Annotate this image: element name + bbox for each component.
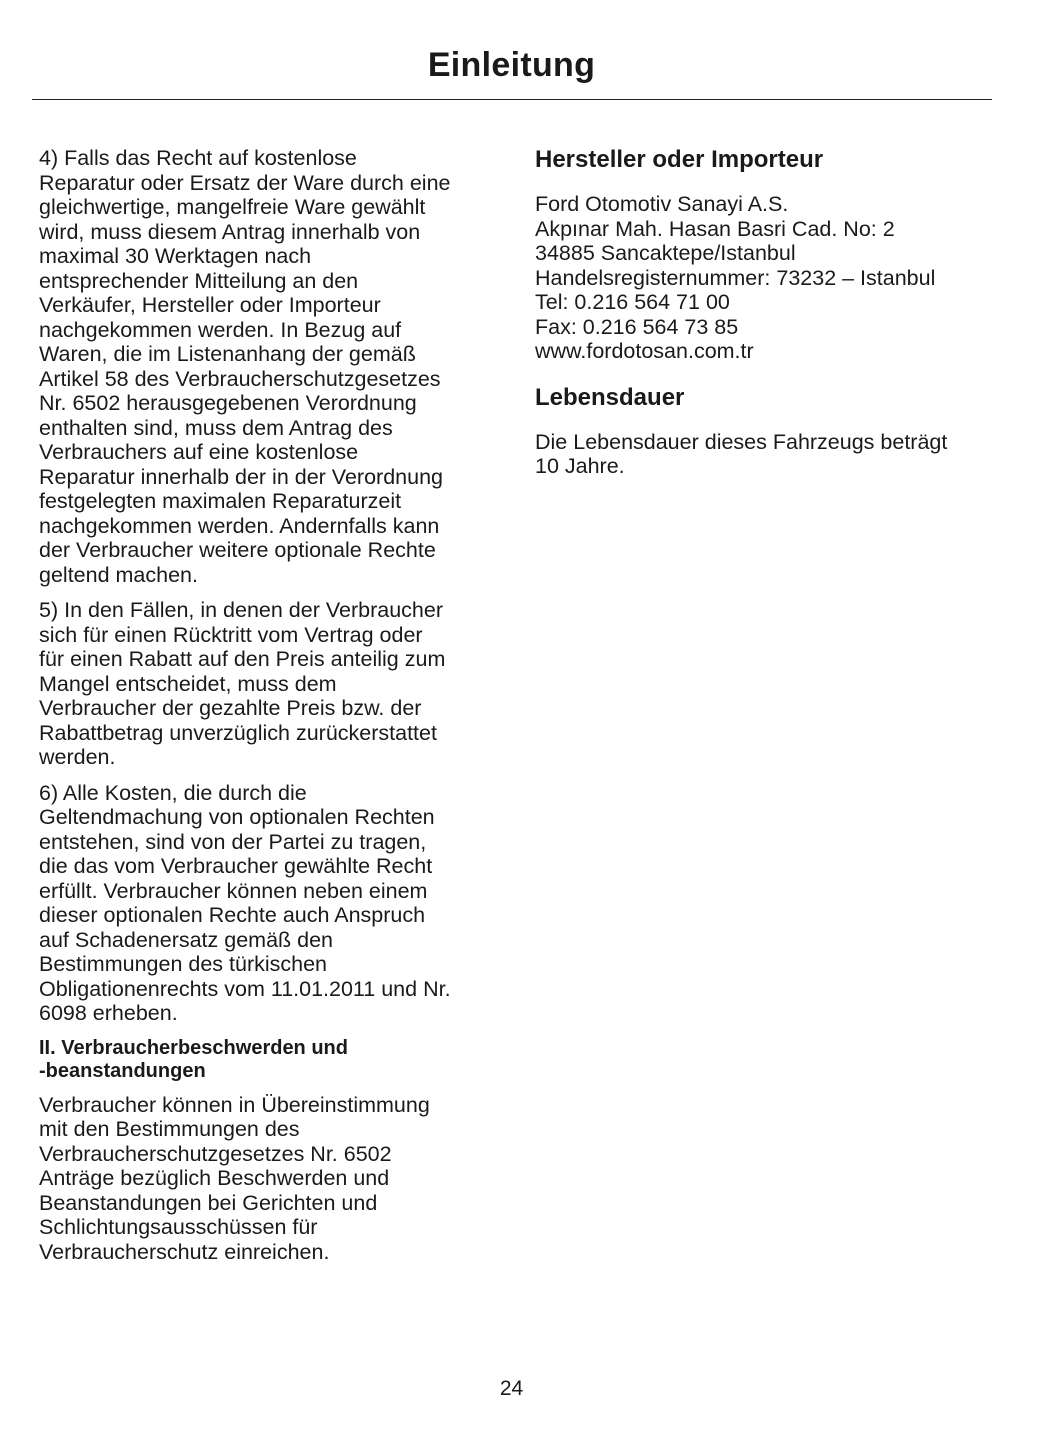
right-column (535, 146, 1005, 490)
paragraph-costs: 6) Alle Kosten, die durch die Geltendmachung von optionalen Rechten entstehen, sind von der Partei zu tragen, die das vom Verbraucher gewählte Recht erfüllt. Verbraucher können neben einem dieser optionalen Rechte auch Anspruch auf Schadenersatz gemäß den Bestimmungen des türkischen Obligationenrechts vom 11.01.2011 und Nr. 6098 erheben. (39, 780, 451, 1025)
paragraph-refund: 5) In den Fällen, in denen der Verbraucher sich für einen Rücktritt vom Vertrag oder für einen Rabatt auf den Preis anteilig zum Mangel entscheidet, muss dem Verbraucher der gezahlte Preis bzw. der Rabattbetrag unverzüglich zurückerstattet werden. (39, 598, 446, 769)
manufacturer-address: Ford Otomotiv Sanayi A.S. Akpınar Mah. Hasan Basri Cad. No: 2 34885 Sancaktepe/Istanbul Handelsregisternummer: 73232 – Istanbul Tel: 0.216 564 71 00 Fax: 0.216 564 73 85 www.fordotosan.com.tr (535, 192, 936, 363)
paragraph-lifespan: Die Lebensdauer dieses Fahrzeugs beträgt 10 Jahre. (535, 429, 948, 478)
paragraph-free-repair: 4) Falls das Recht auf kostenlose Reparatur oder Ersatz der Ware durch eine gleichwertige, mangelfreie Ware gewählt wird, muss diesem Antrag innerhalb von maximal 30 Werktagen nach entsprechender Mitteilung an den Verkäufer, Hersteller oder Importeur nachgekommen werden. In Bezug auf Waren, die im Listenanhang der gemäß Artikel 58 des Verbraucherschutzgesetzes Nr. 6502 herausgegebenen Verordnung enthalten sind, muss dem Antrag des Verbrauchers auf eine kostenlose Reparatur innerhalb der in der Verordnung festgelegten maximalen Reparaturzeit nachgekommen werden. Andernfalls kann der Verbraucher weitere optionale Rechte geltend machen. (39, 146, 451, 587)
page-number: 24 (499, 1377, 524, 1400)
heading-lifespan: Lebensdauer (535, 383, 685, 411)
page-title: Einleitung (427, 46, 596, 84)
heading-complaints: II. Verbraucherbeschwerden und -beanstandungen (39, 1036, 348, 1082)
paragraph-complaints: Verbraucher können in Übereinstimmung mit den Bestimmungen des Verbraucherschutzgesetzes Nr. 6502 Anträge bezüglich Beschwerden und Beanstandungen bei Gerichten und Schlichtungsausschüssen für Verbraucherschutz einreichen. (39, 1092, 430, 1264)
title-divider (32, 99, 992, 100)
left-column (39, 146, 499, 1275)
heading-manufacturer: Hersteller oder Importeur (535, 146, 824, 173)
